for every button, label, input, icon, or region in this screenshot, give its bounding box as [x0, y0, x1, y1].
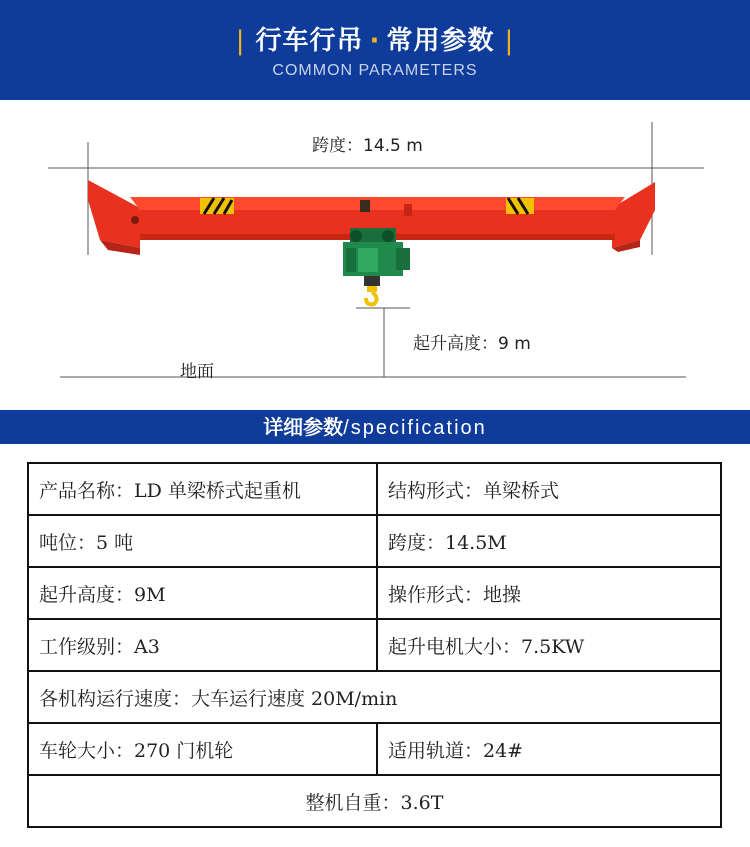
table-row: [28, 619, 721, 671]
title-divider: |: [504, 26, 515, 56]
spec-table: [27, 462, 722, 828]
table-row: [28, 671, 721, 723]
ground-label: 地面: [180, 362, 214, 382]
table-row: [28, 775, 721, 827]
hook: [366, 292, 377, 304]
table-cell: 起升电机大小：7.5KW: [377, 619, 721, 671]
spec-banner-en: /specification: [343, 417, 487, 439]
title-divider: |: [235, 26, 246, 56]
page-title: [0, 20, 750, 57]
table-cell: 车轮大小：270 门机轮: [28, 723, 377, 775]
table-cell: 产品名称：LD 单梁桥式起重机: [28, 463, 377, 515]
table-cell: 操作形式：地操: [377, 567, 721, 619]
title-right: 常用参数: [386, 26, 495, 56]
table-cell: 吨位：5 吨: [28, 515, 377, 567]
table-cell: 结构形式：单梁桥式: [377, 463, 721, 515]
table-row: [28, 515, 721, 567]
right-end-carriage: [612, 182, 655, 248]
header-banner: [0, 0, 750, 100]
table-cell: 工作级别：A3: [28, 619, 377, 671]
title-dot: ·: [369, 26, 381, 56]
table-cell: 整机自重：3.6T: [28, 775, 721, 827]
warning-stripes-right: [506, 198, 534, 214]
table-cell: 适用轨道：24#: [377, 723, 721, 775]
warning-stripes-left: [200, 198, 234, 214]
page-subtitle: COMMON PARAMETERS: [272, 62, 478, 79]
lift-height-label: 起升高度：9 m: [413, 334, 531, 354]
crane-diagram: [0, 100, 750, 410]
table-row: [28, 723, 721, 775]
table-row: [28, 463, 721, 515]
span-label: 跨度：14.5 m: [312, 136, 423, 156]
table-cell: 跨度：14.5M: [377, 515, 721, 567]
spec-banner: [0, 410, 750, 444]
table-cell: 各机构运行速度：大车运行速度 20M/min: [28, 671, 721, 723]
spec-banner-cn: 详细参数: [263, 415, 344, 439]
title-left: 行车行吊: [255, 26, 364, 56]
table-cell: 起升高度：9M: [28, 567, 377, 619]
table-row: [28, 567, 721, 619]
left-end-carriage: [88, 180, 140, 248]
